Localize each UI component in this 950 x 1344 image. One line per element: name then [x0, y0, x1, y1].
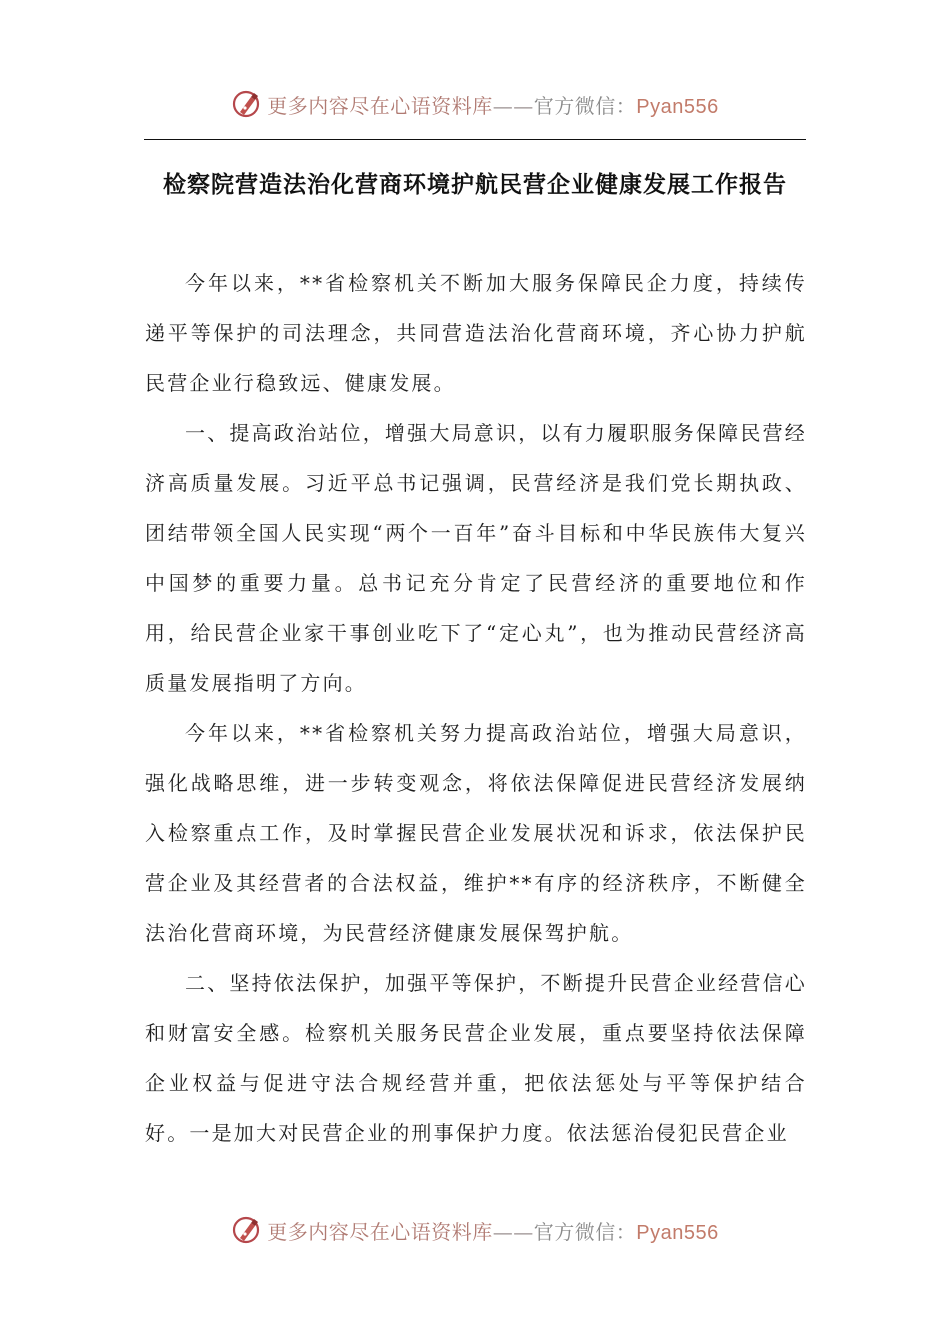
- banner-wechat-label: 官方微信：: [533, 93, 637, 118]
- document-title: 检察院营造法治化营商环境护航民营企业健康发展工作报告: [163, 171, 787, 198]
- banner-wechat-handle: Pyan556: [636, 1221, 719, 1244]
- paragraph-section-1-detail: 今年以来，**省检察机关努力提高政治站位，增强大局意识，强化战略思维，进一步转变观念，将依法保障促进民营经济发展纳入检察重点工作，及时掌握民营企业发展状况和诉求，依法保护民营企业及其经营者的合法权益，维护**有序的经济秩序，不断健全法治化营商环境，为民营经济健康发展保驾护航。: [145, 721, 807, 945]
- banner-main-text: 更多内容尽在心语资料库: [267, 1219, 493, 1244]
- pen-nib-circle-icon: [231, 88, 263, 120]
- banner-main-text: 更多内容尽在心语资料库: [267, 93, 493, 118]
- document-body: [145, 258, 807, 1158]
- footer-watermark-banner: [0, 1210, 950, 1250]
- header-divider: [144, 139, 806, 140]
- paragraph-intro: 今年以来，**省检察机关不断加大服务保障民企力度，持续传递平等保护的司法理念，共同营造法治化营商环境，齐心协力护航民营企业行稳致远、健康发展。: [145, 271, 807, 395]
- paragraph-section-2: 二、坚持依法保护，加强平等保护，不断提升民营企业经营信心和财富安全感。检察机关服务民营企业发展，重点要坚持依法保障企业权益与促进守法合规经营并重，把依法惩处与平等保护结合好。一是加大对民营企业的刑事保护力度。依法惩治侵犯民营企业: [145, 971, 807, 1145]
- header-watermark-banner: [0, 84, 950, 124]
- banner-dash: ——: [492, 1219, 534, 1244]
- banner-wechat-label: 官方微信：: [533, 1219, 637, 1244]
- paragraph-section-1: 一、提高政治站位，增强大局意识，以有力履职服务保障民营经济高质量发展。习近平总书记强调，民营经济是我们党长期执政、团结带领全国人民实现“两个一百年”奋斗目标和中华民族伟大复兴中国梦的重要力量。总书记充分肯定了民营经济的重要地位和作用，给民营企业家干事创业吃下了“定心丸”，也为推动民营经济高质量发展指明了方向。: [145, 421, 807, 695]
- pen-nib-circle-icon: [231, 1214, 263, 1246]
- banner-wechat-handle: Pyan556: [636, 95, 719, 118]
- banner-dash: ——: [492, 93, 534, 118]
